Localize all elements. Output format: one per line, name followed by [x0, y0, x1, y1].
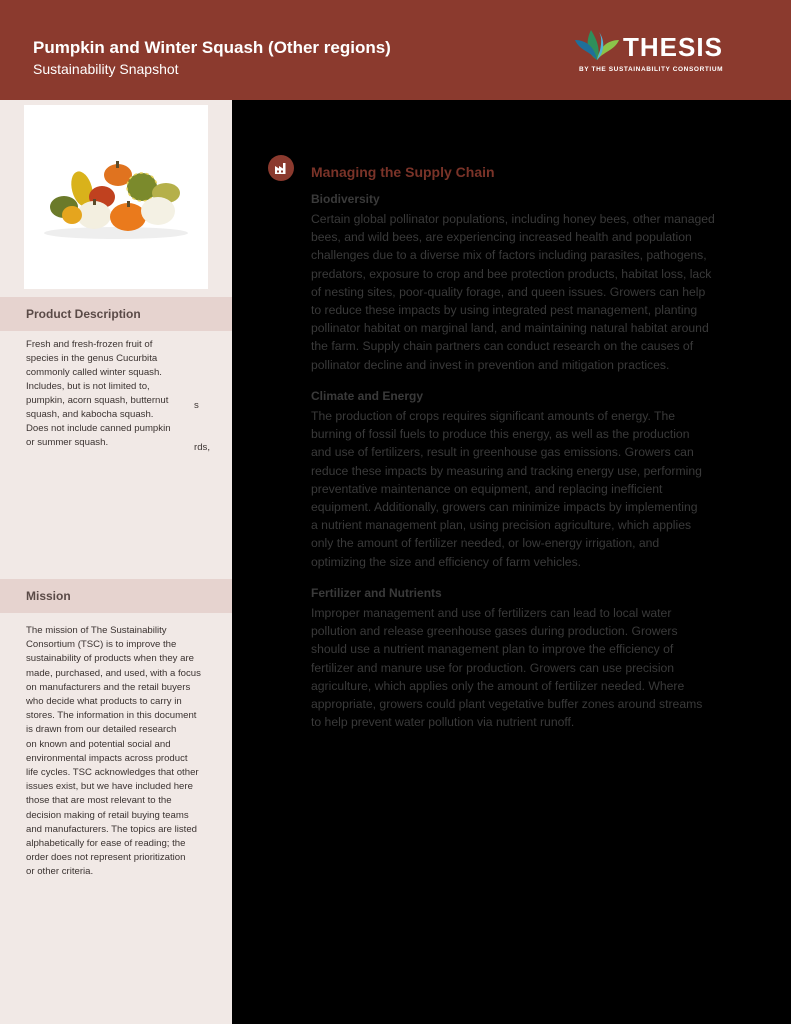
text-line: agriculture, which applies only the amount of fertilizer needed. Where	[311, 678, 685, 693]
text-line: Fresh and fresh-frozen fruit of	[26, 339, 153, 350]
text-line: a nutrient management plan, using precision agriculture, which applies	[311, 518, 692, 533]
text-line: equipment. Additionally, growers can minimize impacts by implementing	[311, 500, 698, 515]
text-line: stores. The information in this document	[26, 710, 197, 722]
squash-photo-illustration	[24, 105, 208, 289]
text-line: those that are most relevant to the	[26, 795, 172, 807]
subsection-title-climate-energy: Climate and Energy	[311, 389, 424, 403]
text-line: on manufacturers and the retail buyers	[26, 681, 191, 693]
text-line: only the amount of fertilizer needed, or low-energy irrigation, and	[311, 536, 660, 551]
text-line: species in the genus Cucurbita	[26, 353, 158, 364]
section-title: Managing the Supply Chain	[311, 164, 495, 180]
text-line: pollinator decline and invest in prevention and mitigation practices.	[311, 357, 670, 372]
mission-heading: Mission	[26, 589, 71, 603]
text-line: who decide what products to carry in	[26, 696, 182, 708]
text-line: on known and potential social and	[26, 738, 171, 750]
text-line: The production of crops requires significant amounts of energy. The	[311, 409, 676, 423]
text-line: fertilizer and manure use for production. Growers can use precision	[311, 660, 675, 675]
text-line: pollution and release greenhouse gases during production. Growers	[311, 624, 678, 639]
text-line: or other criteria.	[26, 866, 94, 878]
product-description-heading: Product Description	[26, 307, 141, 321]
climate-energy-paragraph	[311, 407, 751, 571]
logo-tagline: BY THE SUSTAINABILITY CONSORTIUM	[579, 66, 724, 73]
subsection-title-fertilizer-nutrients: Fertilizer and Nutrients	[311, 586, 442, 600]
text-line: pumpkin, acorn squash, butternut	[26, 395, 169, 406]
text-line: optimizing the size and efficiency of farm vehicles.	[311, 554, 582, 569]
text-line: sustainability of products when they are	[26, 653, 194, 665]
page-title: Pumpkin and Winter Squash (Other regions)	[33, 38, 391, 57]
mission-text	[26, 624, 212, 880]
text-line: squash, and kabocha squash.	[26, 409, 154, 420]
product-description-heading-bar	[0, 297, 232, 331]
text-line: or summer squash.	[26, 437, 109, 448]
text-line: order does not represent prioritization	[26, 852, 186, 864]
biodiversity-paragraph	[311, 210, 751, 374]
text-line: Includes, but is not limited to,	[26, 381, 150, 392]
mission-heading-bar	[0, 579, 232, 613]
text-line: is drawn from our detailed research	[26, 724, 177, 736]
text-line: and manufacturers. The topics are listed	[26, 823, 198, 835]
leaf-logo-icon	[575, 28, 619, 62]
text-line: burning of fossil fuels to produce this energy, as well as the production	[311, 427, 690, 442]
text-line: decision making of retail buying teams	[26, 809, 189, 821]
text-line: Consortium (TSC) is to improve the	[26, 639, 177, 651]
text-line: reduce these impacts by measuring and tracking energy use, performing	[311, 463, 702, 478]
text-line: pollinator habitat on marginal land, and maintaining natural habitat around	[311, 321, 709, 336]
subsection-title-biodiversity: Biodiversity	[311, 192, 380, 206]
text-line: Certain global pollinator populations, including honey bees, other managed	[311, 212, 715, 226]
factory-icon	[268, 155, 294, 181]
text-line: bees, and wild bees, are experiencing increased health and population	[311, 230, 692, 245]
product-photo	[24, 105, 208, 289]
text-line: preventative maintenance on equipment, and replacing inefficient	[311, 481, 663, 496]
text-line: life cycles. TSC acknowledges that other	[26, 767, 199, 779]
text-line: to help prevent water pollution via nutrient runoff.	[311, 715, 575, 730]
section-icon-badge	[268, 155, 294, 181]
text-line: of nesting sites, poor-quality forage, and queen issues. Growers can help	[311, 284, 706, 299]
text-line: should use a nutrient management plan to improve the efficiency of	[311, 642, 674, 657]
thesis-logo	[575, 28, 745, 76]
text-fragment: s	[194, 400, 199, 411]
text-line: challenges due to a diverse mix of factors including parasites, pathogens,	[311, 248, 707, 263]
text-line: and use of fertilizers, result in greenhouse gas emissions. Growers can	[311, 445, 694, 460]
text-line: Does not include canned pumpkin	[26, 423, 171, 434]
text-line: The mission of The Sustainability	[26, 625, 167, 636]
text-line: issues exist, but we have included here	[26, 781, 193, 793]
text-line: Improper management and use of fertilizers can lead to local water	[311, 606, 672, 620]
page-subtitle: Sustainability Snapshot	[33, 61, 179, 77]
text-line: commonly called winter squash.	[26, 367, 162, 378]
header-bar	[0, 0, 791, 100]
text-line: alphabetically for ease of reading; the	[26, 838, 186, 850]
text-line: the farm. Supply chain partners can conduct research on the causes of	[311, 339, 694, 354]
text-line: to reduce these impacts by using integrated pest management, planting	[311, 303, 698, 318]
text-line: environmental impacts across product	[26, 752, 188, 764]
text-fragment: rds,	[194, 442, 210, 453]
fertilizer-nutrients-paragraph	[311, 604, 751, 731]
text-line: appropriate, growers could plant vegetative buffer zones around streams	[311, 697, 703, 712]
text-line: made, purchased, and used, with a focus	[26, 667, 201, 679]
logo-wordmark: THESIS	[623, 32, 723, 62]
product-description-text	[26, 338, 186, 450]
text-line: predators, exposure to crop and bee protection products, habitat loss, lack	[311, 266, 712, 281]
